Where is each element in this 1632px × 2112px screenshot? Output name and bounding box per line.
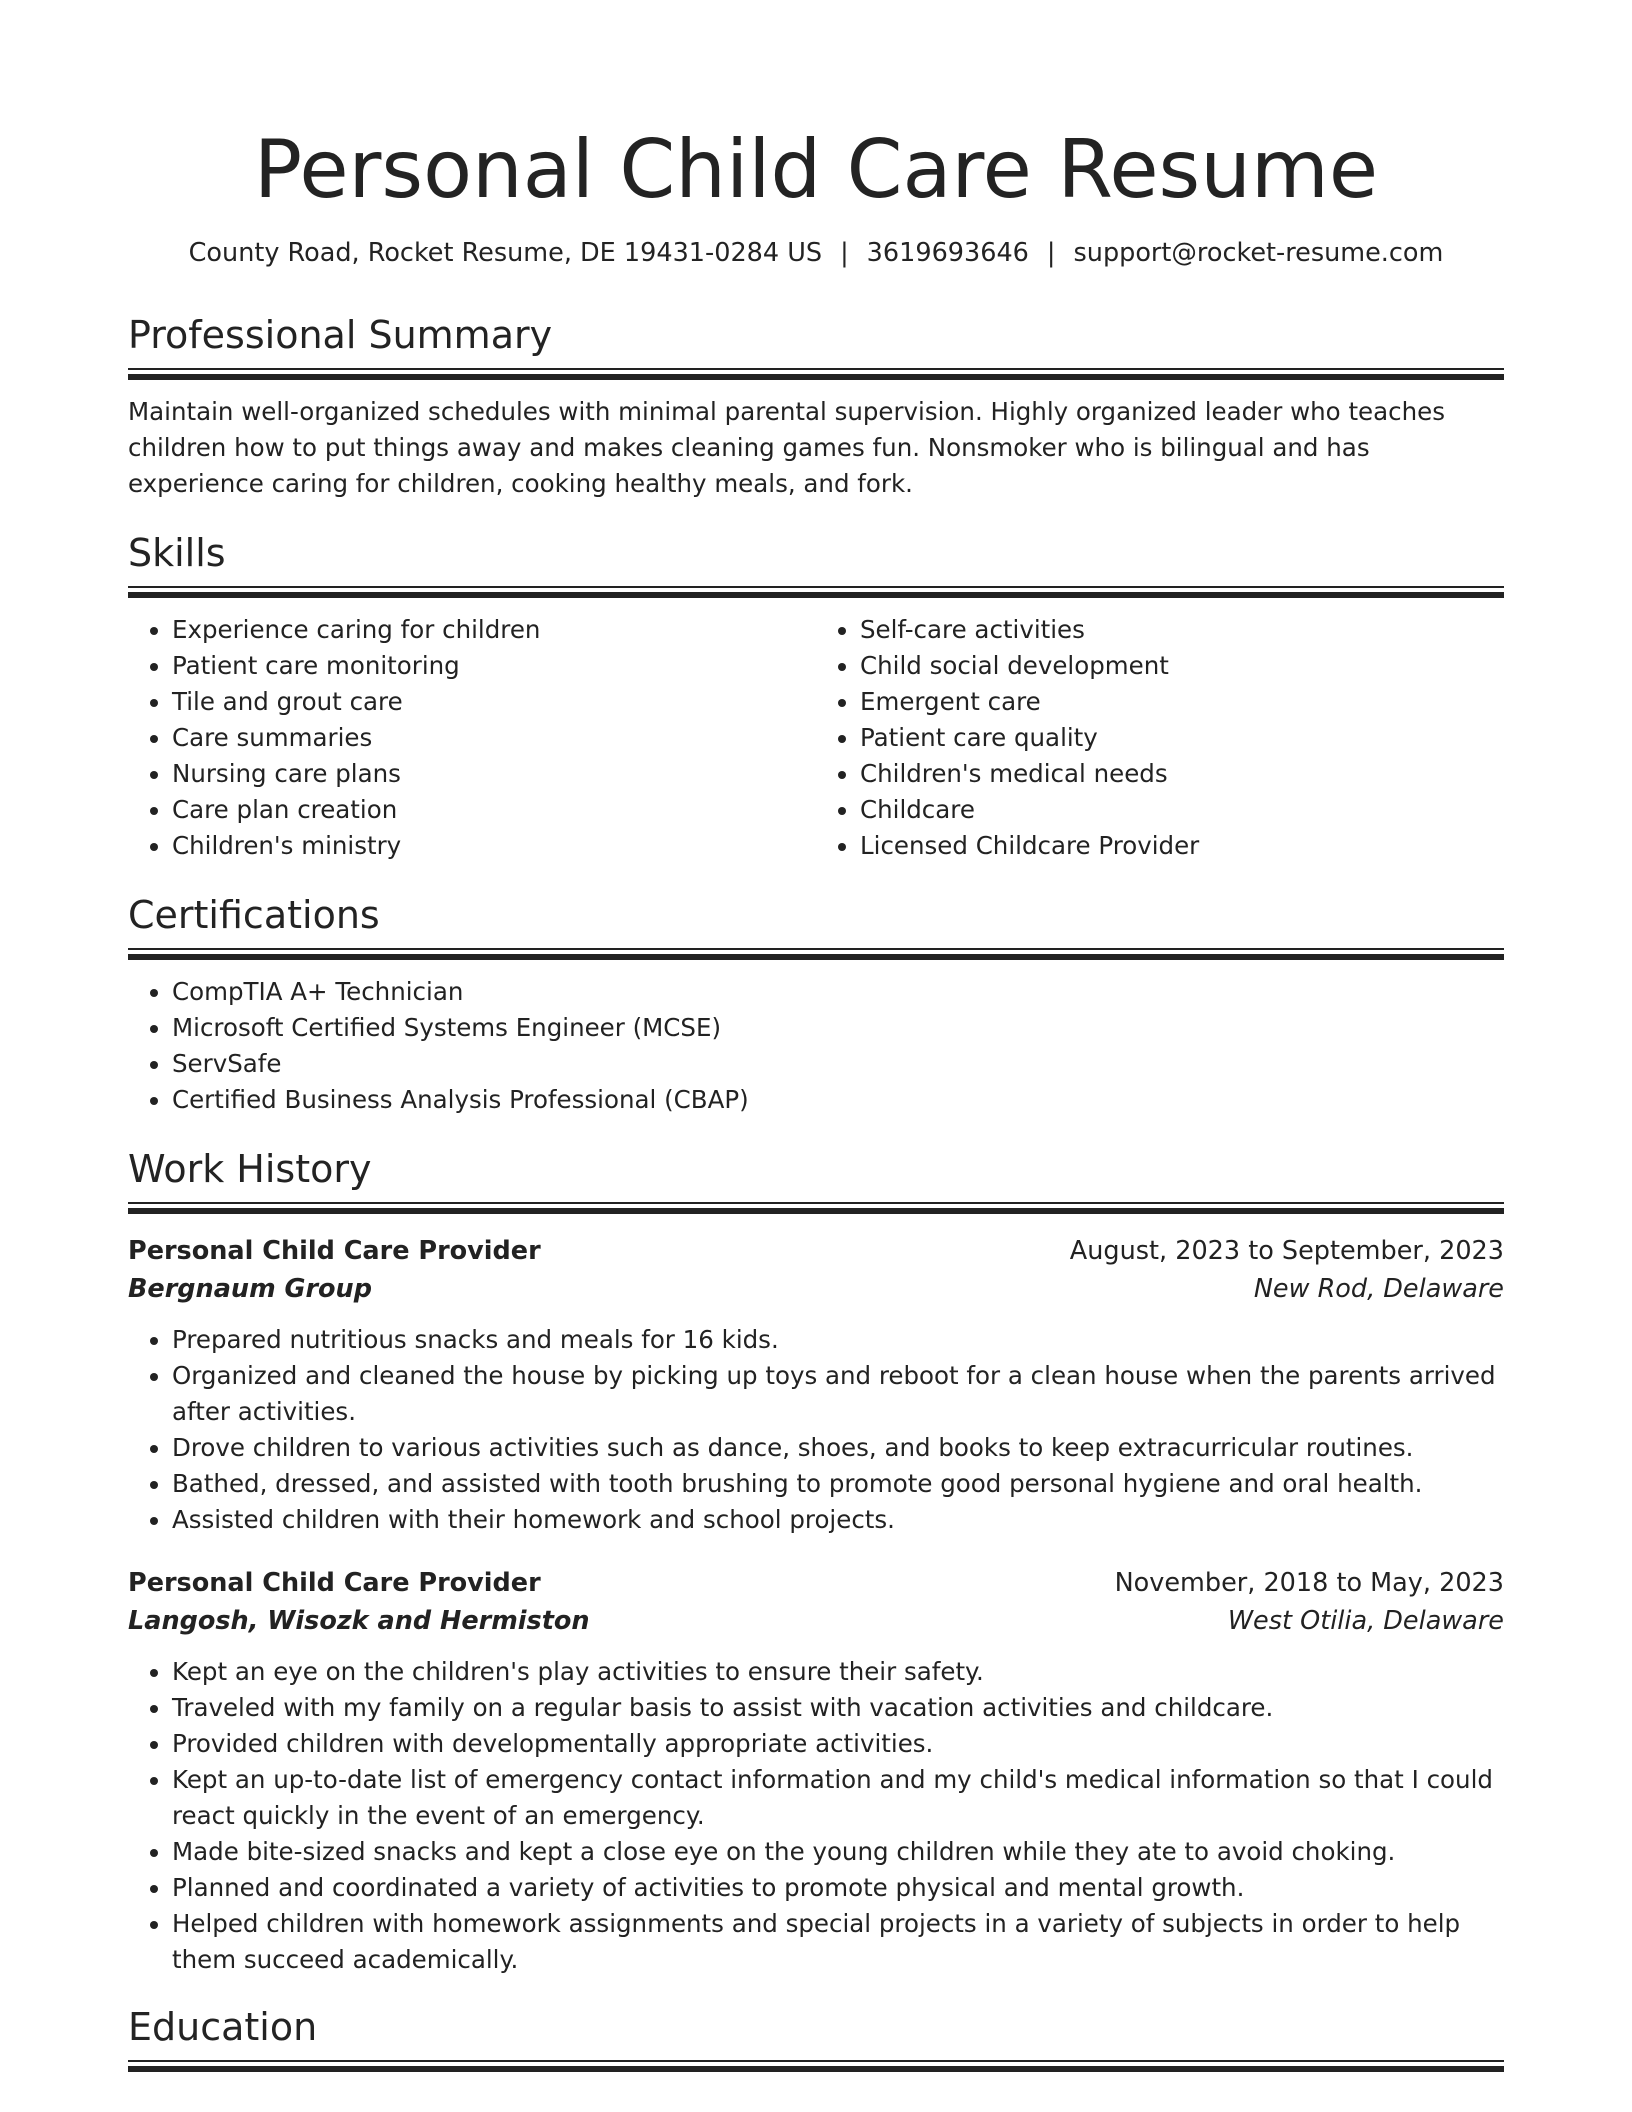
skill-item: • Care summaries <box>172 720 816 756</box>
job-title: Personal Child Care Provider <box>128 1236 541 1266</box>
certifications-list <box>128 974 1504 1118</box>
resume-name: Personal Child Care Resume <box>253 123 1379 216</box>
section-divider <box>128 586 1504 598</box>
summary-text: Maintain well-organized schedules with minimal parental supervision. Highly organized leader who teaches children how to put things away and makes cleaning games fun. Nonsmoker who is bilingual and has experience caring for children, cooking healthy meals, and fork. <box>128 397 1445 498</box>
job-bullet: • Helped children with homework assignments and special projects in a variety of subjects in order to help them succeed academically. <box>172 1906 1504 1978</box>
skill-item: • Childcare <box>860 792 1504 828</box>
contact-email: support@rocket-resume.com <box>1073 238 1444 268</box>
skills-columns <box>128 612 1504 864</box>
skill-item: • Licensed Childcare Provider <box>860 828 1504 864</box>
job-header <box>128 1232 1504 1270</box>
job-company: Bergnaum Group <box>128 1274 372 1304</box>
job-bullet: • Kept an eye on the children's play activities to ensure their safety. <box>172 1654 1504 1690</box>
job-entry <box>128 1232 1504 1538</box>
certification-item: • CompTIA A+ Technician <box>172 974 1504 1010</box>
job-subheader <box>128 1602 1504 1640</box>
job-location: New Rod, Delaware <box>1253 1274 1504 1304</box>
contact-separator: | <box>1046 238 1056 268</box>
certification-item: • ServSafe <box>172 1046 1504 1082</box>
certification-item: • Microsoft Certified Systems Engineer (MCSE) <box>172 1010 1504 1046</box>
skill-item: • Emergent care <box>860 684 1504 720</box>
job-bullet: • Made bite-sized snacks and kept a close eye on the young children while they ate to avoid choking. <box>172 1834 1504 1870</box>
job-bullet: • Prepared nutritious snacks and meals for 16 kids. <box>172 1322 1504 1358</box>
section-divider <box>128 2060 1504 2072</box>
skill-item: • Tile and grout care <box>172 684 816 720</box>
job-bullet: • Organized and cleaned the house by picking up toys and reboot for a clean house when the parents arrived after activities. <box>172 1358 1504 1430</box>
skill-item: • Care plan creation <box>172 792 816 828</box>
education-section <box>128 2004 1504 2072</box>
skill-item: • Nursing care plans <box>172 756 816 792</box>
job-bullets <box>128 1654 1504 1978</box>
work-heading: Work History <box>128 1147 372 1191</box>
job-header <box>128 1564 1504 1602</box>
job-bullet: • Assisted children with their homework and school projects. <box>172 1502 1504 1538</box>
section-divider <box>128 948 1504 960</box>
job-bullet: • Kept an up-to-date list of emergency contact information and my child's medical information so that I could react quickly in the event of an emergency. <box>172 1762 1504 1834</box>
skills-list-left <box>128 612 816 864</box>
job-bullets <box>128 1322 1504 1538</box>
work-section <box>128 1146 1504 1978</box>
job-bullet: • Bathed, dressed, and assisted with tooth brushing to promote good personal hygiene and oral health. <box>172 1466 1504 1502</box>
education-heading: Education <box>128 2005 318 2049</box>
certifications-section <box>128 892 1504 1118</box>
summary-heading: Professional Summary <box>128 313 553 357</box>
skill-item: • Patient care quality <box>860 720 1504 756</box>
job-entry <box>128 1564 1504 1978</box>
job-bullet: • Drove children to various activities such as dance, shoes, and books to keep extracurricular routines. <box>172 1430 1504 1466</box>
job-subheader <box>128 1270 1504 1308</box>
contact-separator: | <box>840 238 849 268</box>
skills-list-right <box>816 612 1504 864</box>
contact-address: County Road, Rocket Resume, DE 19431-0284 US <box>188 238 823 268</box>
job-bullet: • Traveled with my family on a regular basis to assist with vacation activities and childcare. <box>172 1690 1504 1726</box>
job-title: Personal Child Care Provider <box>128 1568 541 1598</box>
job-company: Langosh, Wisozk and Hermiston <box>128 1606 590 1636</box>
section-divider <box>128 1202 1504 1214</box>
contact-phone: 3619693646 <box>866 238 1029 268</box>
skills-heading: Skills <box>128 531 226 575</box>
job-dates: November, 2018 to May, 2023 <box>1114 1568 1504 1598</box>
job-location: West Otilia, Delaware <box>1227 1606 1504 1636</box>
skill-item: • Patient care monitoring <box>172 648 816 684</box>
section-divider <box>128 368 1504 380</box>
skill-item: • Experience caring for children <box>172 612 816 648</box>
certifications-heading: Certifications <box>128 893 380 937</box>
job-bullet: • Provided children with developmentally appropriate activities. <box>172 1726 1504 1762</box>
job-bullet: • Planned and coordinated a variety of activities to promote physical and mental growth. <box>172 1870 1504 1906</box>
job-dates: August, 2023 to September, 2023 <box>1069 1236 1504 1266</box>
resume-page <box>128 0 1504 2072</box>
certification-item: • Certified Business Analysis Professional (CBAP) <box>172 1082 1504 1118</box>
skill-item: • Children's ministry <box>172 828 816 864</box>
contact-line <box>128 236 1504 270</box>
skills-section <box>128 530 1504 864</box>
skill-item: • Children's medical needs <box>860 756 1504 792</box>
skill-item: • Child social development <box>860 648 1504 684</box>
skill-item: • Self-care activities <box>860 612 1504 648</box>
summary-section <box>128 312 1504 502</box>
